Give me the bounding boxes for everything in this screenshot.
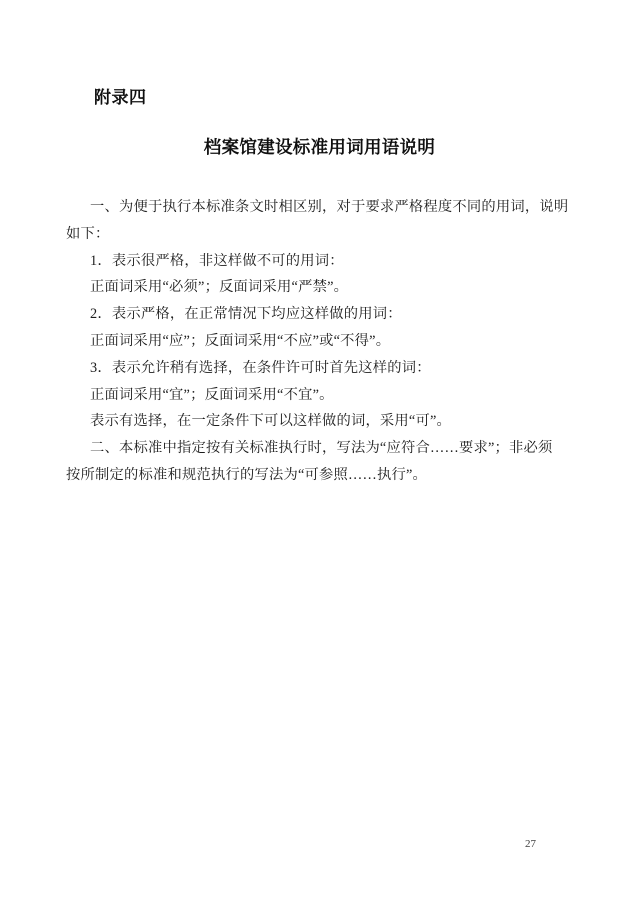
body-line: 二、本标准中指定按有关标准执行时，写法为“应符合……要求”；非必须 xyxy=(90,440,553,457)
body-line: 表示有选择，在一定条件下可以这样做的词，采用“可”。 xyxy=(90,413,452,430)
appendix-label: 附录四 xyxy=(94,88,147,107)
body-line: 3．表示允许稍有选择，在条件许可时首先这样的词： xyxy=(90,359,431,376)
body-line: 如下： xyxy=(66,225,110,242)
page-number: 27 xyxy=(525,838,536,850)
body-line: 2．表示严格，在正常情况下均应这样做的用词： xyxy=(90,306,402,323)
body-line: 一、为便于执行本标准条文时相区别，对于要求严格程度不同的用词，说明 xyxy=(90,199,569,215)
body-line: 正面词采用“必须”；反面词采用“严禁”。 xyxy=(90,279,349,296)
body-line: 正面词采用“应”；反面词采用“不应”或“不得”。 xyxy=(90,332,391,349)
page-title: 档案馆建设标准用词用语说明 xyxy=(203,137,436,157)
body-text xyxy=(66,194,569,489)
body-line: 1．表示很严格，非这样做不可的用词： xyxy=(90,252,344,269)
body-line: 按所制定的标准和规范执行的写法为“可参照……执行”。 xyxy=(66,466,428,483)
body-line: 正面词采用“宜”；反面词采用“不宜”。 xyxy=(90,386,334,403)
